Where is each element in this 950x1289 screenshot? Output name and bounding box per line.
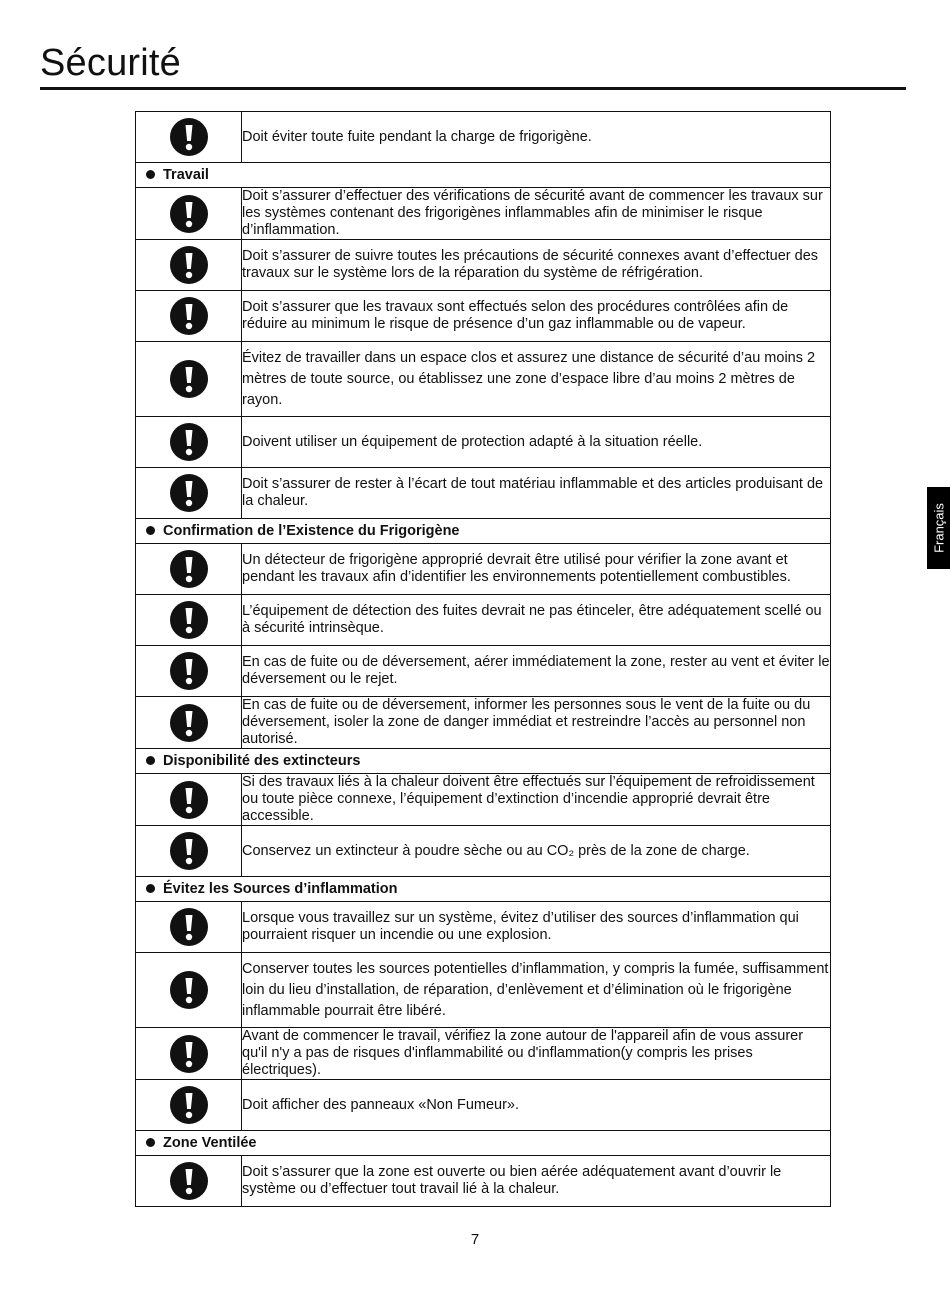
section-header — [136, 519, 831, 544]
exclamation-warning-icon — [169, 1034, 209, 1074]
exclamation-warning-icon — [169, 117, 209, 157]
warning-row — [136, 1080, 831, 1131]
warning-text: Doit s’assurer de suivre toutes les précautions de sécurité connexes avant d’effectuer des travaux sur le système lors de la réparation du système de réfrigération. — [242, 240, 831, 291]
exclamation-warning-icon — [169, 245, 209, 285]
section-title: Travail — [163, 167, 209, 183]
warning-icon-cell — [136, 240, 242, 291]
warning-row — [136, 1156, 831, 1207]
language-tab — [927, 487, 950, 569]
warning-icon-cell — [136, 1080, 242, 1131]
warning-row — [136, 953, 831, 1028]
warning-icon-cell — [136, 646, 242, 697]
warning-icon-cell — [136, 188, 242, 240]
warning-text: Si des travaux liés à la chaleur doivent être effectués sur l’équipement de refroidissement ou toute pièce connexe, l’équipement d’extinction d’incendie approprié devrait être accessible. — [242, 774, 831, 826]
warning-row — [136, 544, 831, 595]
section-header — [136, 877, 831, 902]
exclamation-warning-icon — [169, 473, 209, 513]
exclamation-warning-icon — [169, 422, 209, 462]
warning-icon-cell — [136, 595, 242, 646]
section-header — [136, 749, 831, 774]
warning-text: Doivent utiliser un équipement de protection adapté à la situation réelle. — [242, 417, 831, 468]
warning-row — [136, 1028, 831, 1080]
warning-icon-cell — [136, 826, 242, 877]
safety-table — [135, 111, 831, 1207]
warning-text: Doit s’assurer que la zone est ouverte ou bien aérée adéquatement avant d’ouvrir le système ou d’effectuer tout travail lié à la chaleur. — [242, 1156, 831, 1207]
bullet-icon — [146, 170, 155, 179]
warning-text: Avant de commencer le travail, vérifiez la zone autour de l'appareil afin de vous assurer qu'il n'y a pas de risques d'inflammabilité ou d'inflammation(y compris les prises électriques). — [242, 1028, 831, 1080]
section-header-cell — [136, 1131, 831, 1156]
exclamation-warning-icon — [169, 194, 209, 234]
exclamation-warning-icon — [169, 296, 209, 336]
warning-icon-cell — [136, 697, 242, 749]
exclamation-warning-icon — [169, 600, 209, 640]
warning-text: Conservez un extincteur à poudre sèche ou au CO₂ près de la zone de charge. — [242, 826, 831, 877]
exclamation-warning-icon — [169, 970, 209, 1010]
bullet-icon — [146, 884, 155, 893]
section-title: Disponibilité des extincteurs — [163, 753, 361, 769]
warning-text: Un détecteur de frigorigène approprié devrait être utilisé pour vérifier la zone avant et pendant les travaux afin d’identifier les environnements potentiellement combustibles. — [242, 544, 831, 595]
section-header-cell — [136, 163, 831, 188]
warning-text: Doit s’assurer de rester à l’écart de tout matériau inflammable et des articles produisant de la chaleur. — [242, 468, 831, 519]
warning-icon-cell — [136, 953, 242, 1028]
section-header-cell — [136, 519, 831, 544]
warning-row — [136, 697, 831, 749]
section-title: Zone Ventilée — [163, 1135, 257, 1151]
section-header-cell — [136, 877, 831, 902]
warning-row — [136, 826, 831, 877]
warning-icon-cell — [136, 774, 242, 826]
page-number: 7 — [470, 1231, 480, 1248]
warning-text: En cas de fuite ou de déversement, informer les personnes sous le vent de la fuite ou du déversement, isoler la zone de danger immédiat et restreindre l’accès au personnel non autorisé. — [242, 697, 831, 749]
warning-row — [136, 291, 831, 342]
warning-row — [136, 417, 831, 468]
warning-icon-cell — [136, 1028, 242, 1080]
exclamation-warning-icon — [169, 359, 209, 399]
section-header — [136, 163, 831, 188]
bullet-icon — [146, 1138, 155, 1147]
warning-icon-cell — [136, 468, 242, 519]
exclamation-warning-icon — [169, 831, 209, 871]
warning-text: Doit s’assurer d’effectuer des vérifications de sécurité avant de commencer les travaux sur les systèmes contenant des frigorigènes inflammables afin de minimiser le risque d’inflammation. — [242, 188, 831, 240]
warning-row — [136, 240, 831, 291]
warning-row — [136, 902, 831, 953]
warning-text: L’équipement de détection des fuites devrait ne pas étinceler, être adéquatement scellé ou à sécurité intrinsèque. — [242, 595, 831, 646]
exclamation-warning-icon — [169, 651, 209, 691]
warning-row — [136, 188, 831, 240]
exclamation-warning-icon — [169, 780, 209, 820]
warning-icon-cell — [136, 902, 242, 953]
bullet-icon — [146, 756, 155, 765]
exclamation-warning-icon — [169, 1085, 209, 1125]
language-tab-label: Français — [931, 503, 946, 553]
warning-text: Doit s’assurer que les travaux sont effectués selon des procédures contrôlées afin de réduire au minimum le risque de présence d’un gaz inflammable ou de vapeur. — [242, 291, 831, 342]
warning-row — [136, 112, 831, 163]
exclamation-warning-icon — [169, 703, 209, 743]
warning-icon-cell — [136, 342, 242, 417]
warning-text: En cas de fuite ou de déversement, aérer immédiatement la zone, rester au vent et éviter le déversement ou le rejet. — [242, 646, 831, 697]
exclamation-warning-icon — [169, 549, 209, 589]
warning-text: Doit éviter toute fuite pendant la charge de frigorigène. — [242, 112, 831, 163]
title-divider — [40, 87, 906, 90]
warning-row — [136, 342, 831, 417]
section-title: Évitez les Sources d’inflammation — [163, 881, 398, 897]
warning-text: Doit afficher des panneaux «Non Fumeur». — [242, 1080, 831, 1131]
warning-icon-cell — [136, 417, 242, 468]
warning-text: Évitez de travailler dans un espace clos et assurez une distance de sécurité d’au moins 2 mètres de toute source, ou établissez une zone d’espace libre d’au moins 2 mètres de rayon. — [242, 342, 831, 417]
warning-icon-cell — [136, 291, 242, 342]
section-header — [136, 1131, 831, 1156]
section-header-cell — [136, 749, 831, 774]
warning-row — [136, 774, 831, 826]
exclamation-warning-icon — [169, 1161, 209, 1201]
page-title: Sécurité — [40, 42, 182, 84]
warning-row — [136, 595, 831, 646]
warning-icon-cell — [136, 544, 242, 595]
warning-row — [136, 646, 831, 697]
exclamation-warning-icon — [169, 907, 209, 947]
bullet-icon — [146, 526, 155, 535]
warning-text: Lorsque vous travaillez sur un système, évitez d’utiliser des sources d’inflammation qui pourraient risquer un incendie ou une explosion. — [242, 902, 831, 953]
warning-text: Conserver toutes les sources potentielles d’inflammation, y compris la fumée, suffisamment loin du lieu d’installation, de réparation, d’enlèvement et d’élimination où le frigorigène inflammable pourrait être libéré. — [242, 953, 831, 1028]
warning-icon-cell — [136, 1156, 242, 1207]
warning-icon-cell — [136, 112, 242, 163]
warning-row — [136, 468, 831, 519]
section-title: Confirmation de l’Existence du Frigorigène — [163, 523, 460, 539]
